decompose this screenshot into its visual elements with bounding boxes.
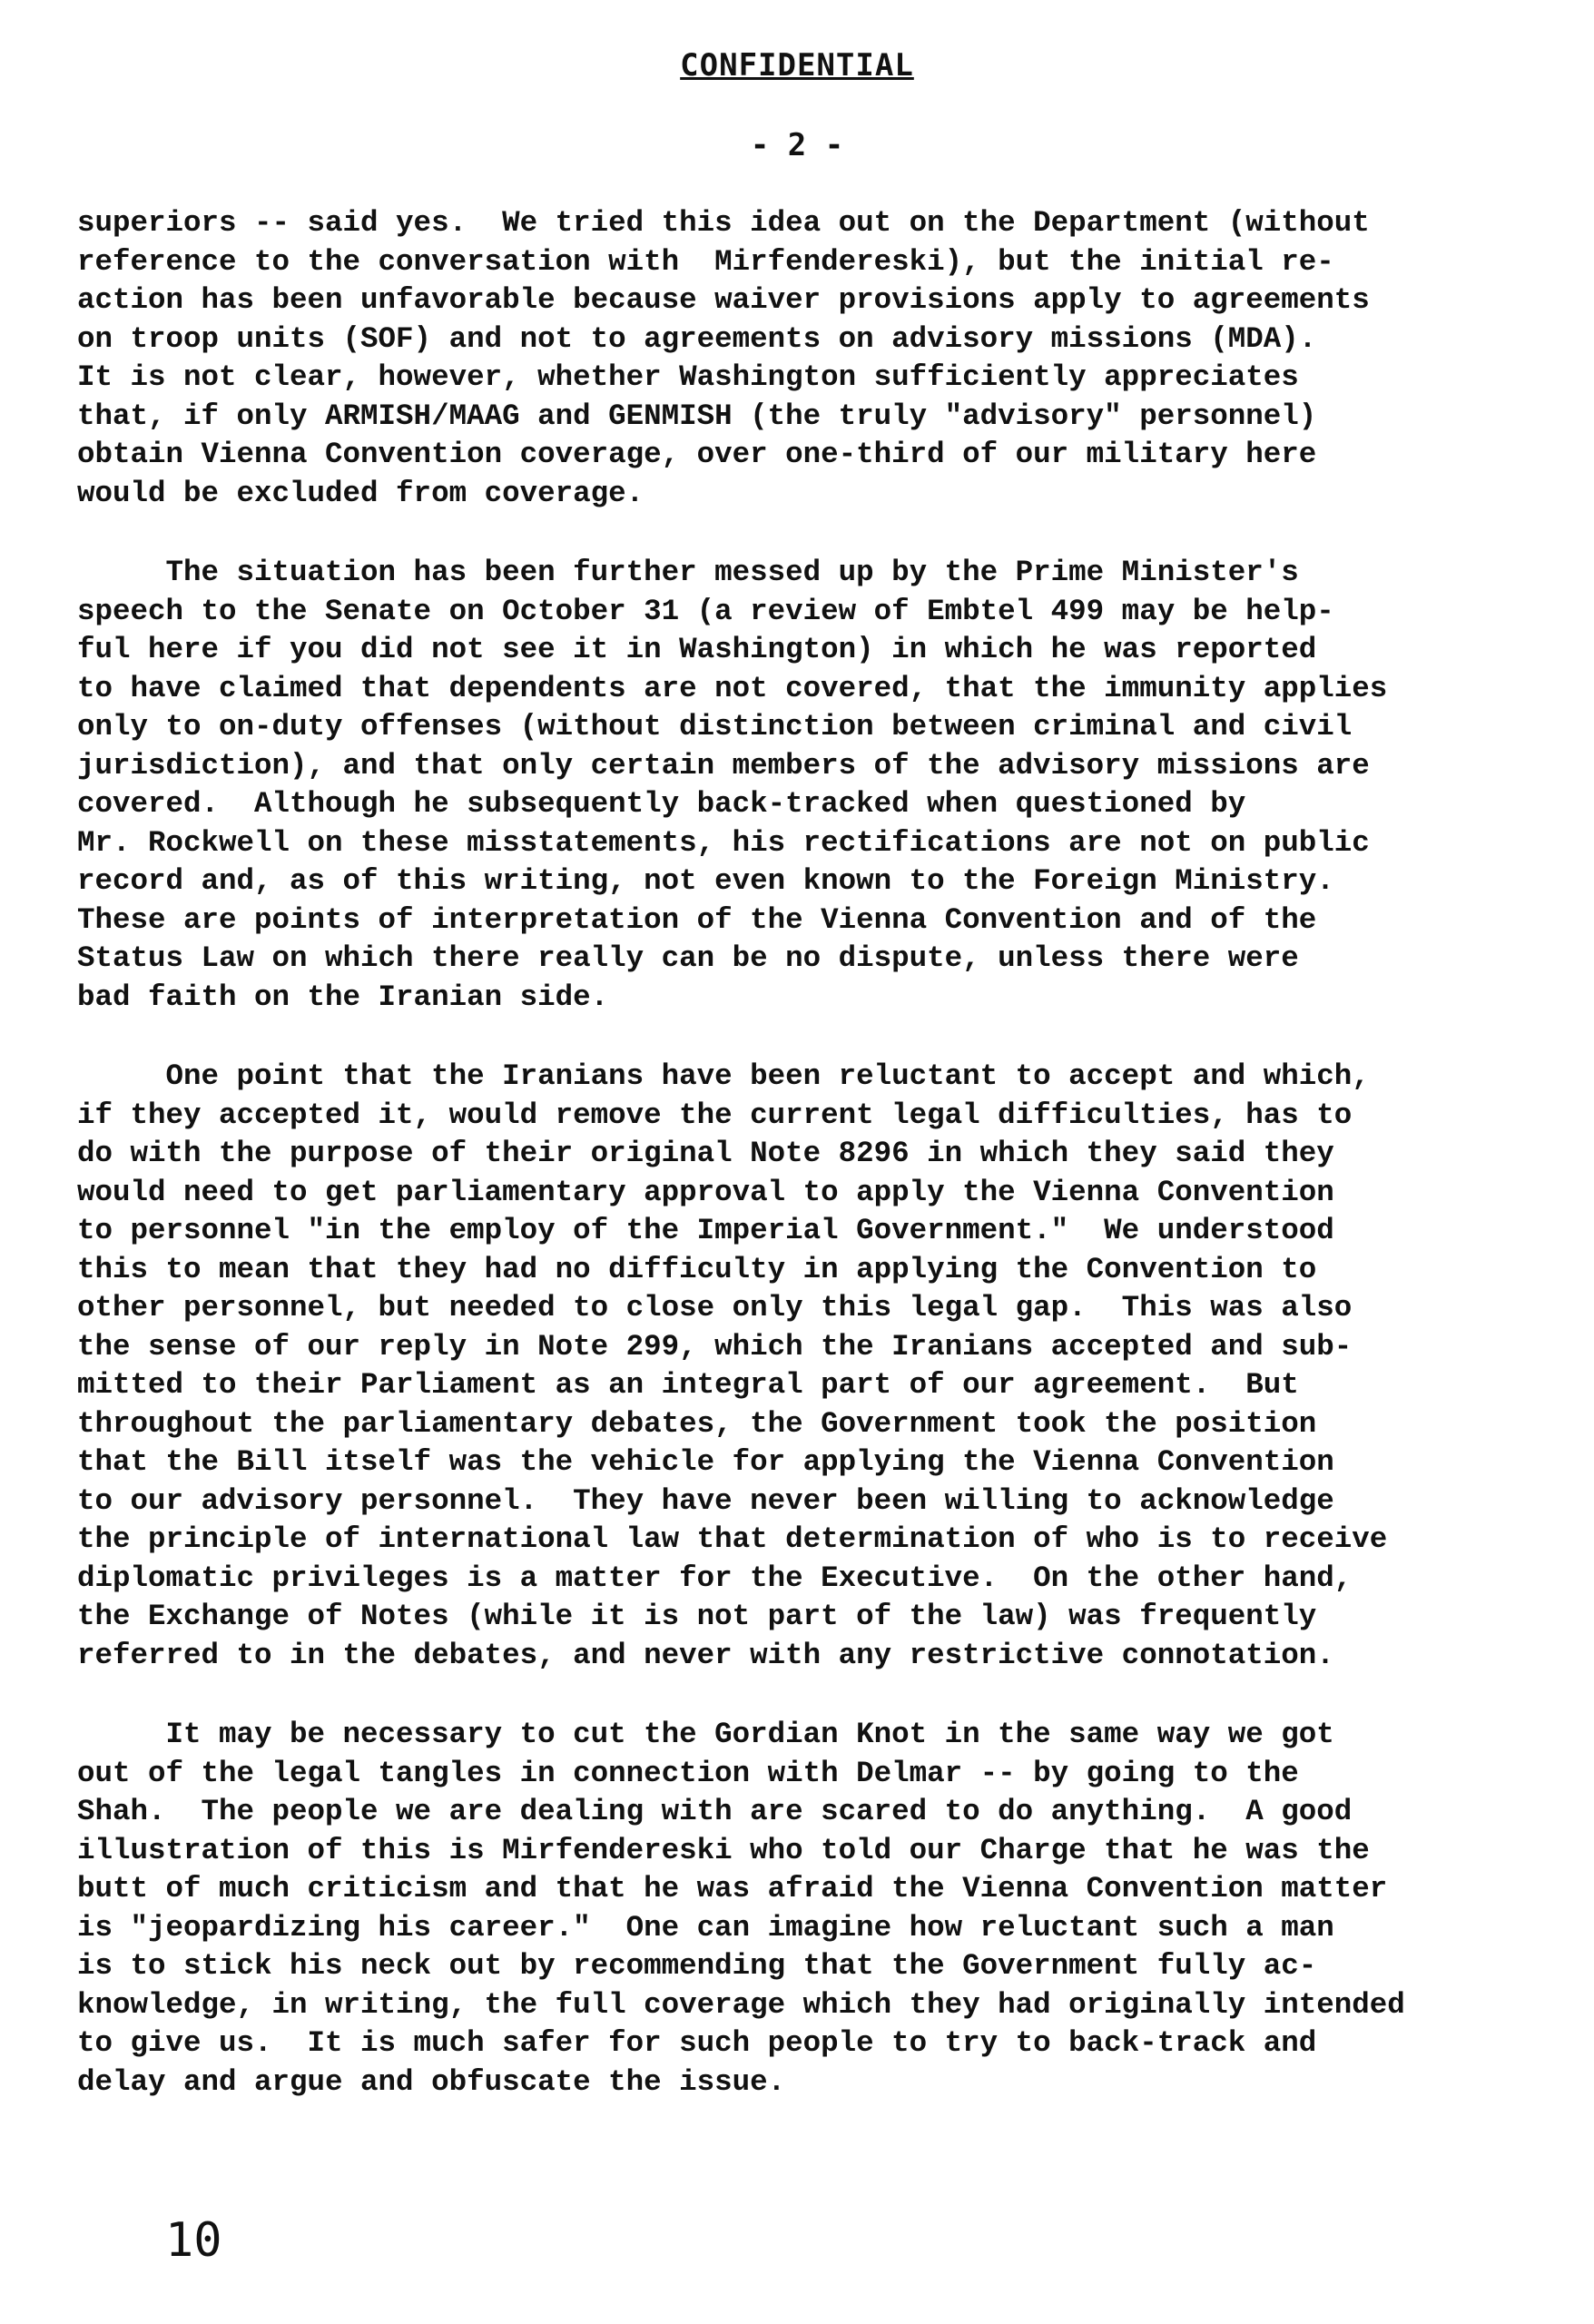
text-line: would be excluded from coverage. (77, 476, 644, 510)
text-line: other personnel, but needed to close only this legal gap. This was also (77, 1291, 1353, 1324)
text-line: mitted to their Parliament as an integral part of our agreement. But (77, 1368, 1299, 1402)
text-line: is to stick his neck out by recommending that the Government fully ac- (77, 1949, 1317, 1983)
paragraph-3 (77, 1058, 1566, 1675)
text-line: if they accepted it, would remove the current legal difficulties, has to (77, 1098, 1353, 1132)
text-line: this to mean that they had no difficulty in applying the Convention to (77, 1252, 1317, 1286)
text-line: diplomatic privileges is a matter for the Executive. On the other hand, (77, 1561, 1353, 1595)
text-line: obtain Vienna Convention coverage, over one-third of our military here (77, 438, 1317, 471)
text-line: superiors -- said yes. We tried this idea out on the Department (without (77, 206, 1370, 240)
document-body (77, 204, 1566, 2142)
text-line: the principle of international law that determination of who is to receive (77, 1522, 1388, 1556)
text-line: It is not clear, however, whether Washington sufficiently appreciates (77, 360, 1299, 394)
text-line: reference to the conversation with Mirfendereski), but the initial re- (77, 244, 1334, 279)
text-line: It may be necessary to cut the Gordian Knot in the same way we got (77, 1718, 1334, 1751)
text-line: that the Bill itself was the vehicle for applying the Vienna Convention (77, 1445, 1334, 1479)
paragraph-4 (77, 1716, 1566, 2102)
text-line: to have claimed that dependents are not covered, that the immunity applies (77, 671, 1388, 705)
text-line: Shah. The people we are dealing with are scared to do anything. A good (77, 1795, 1353, 1828)
text-line: The situation has been further messed up by the Prime Minister's (77, 556, 1299, 589)
page-number: - 2 - (750, 127, 844, 163)
text-line: knowledge, in writing, the full coverage which they had originally intended (77, 1987, 1405, 2022)
text-line: is "jeopardizing his career." One can imagine how reluctant such a man (77, 1910, 1334, 1945)
text-line: to personnel "in the employ of the Imperial Government." We understood (77, 1214, 1334, 1247)
text-line: do with the purpose of their original Note 8296 in which they said they (77, 1137, 1334, 1170)
text-line: only to on-duty offenses (without distinction between criminal and civil (77, 710, 1353, 743)
text-line: throughout the parliamentary debates, the Government took the position (77, 1406, 1317, 1441)
text-line: These are points of interpretation of the Vienna Convention and of the (77, 902, 1317, 937)
text-line: the sense of our reply in Note 299, which the Iranians accepted and sub- (77, 1329, 1353, 1364)
footer-page-number: 10 (165, 2213, 222, 2268)
text-line: Mr. Rockwell on these misstatements, his rectifications are not on public (77, 825, 1370, 860)
text-line: out of the legal tangles in connection with Delmar -- by going to the (77, 1756, 1299, 1790)
classification-header: CONFIDENTIAL (680, 47, 914, 84)
text-line: on troop units (SOF) and not to agreements on advisory missions (MDA). (77, 321, 1317, 356)
text-line: Status Law on which there really can be no dispute, unless there were (77, 941, 1299, 975)
text-line: bad faith on the Iranian side. (77, 980, 609, 1014)
text-line: action has been unfavorable because waiver provisions apply to agreements (77, 283, 1370, 317)
text-line: the Exchange of Notes (while it is not part of the law) was frequently (77, 1600, 1317, 1633)
paragraph-2 (77, 554, 1566, 1017)
text-line: delay and argue and obfuscate the issue. (77, 2064, 786, 2099)
text-line: referred to in the debates, and never with any restrictive connotation. (77, 1638, 1334, 1672)
text-line: would need to get parliamentary approval to apply the Vienna Convention (77, 1175, 1334, 1209)
text-line: jurisdiction), and that only certain members of the advisory missions are (77, 748, 1370, 783)
paragraph-1 (77, 204, 1566, 513)
text-line: to our advisory personnel. They have never been willing to acknowledge (77, 1483, 1334, 1518)
text-line: that, if only ARMISH/MAAG and GENMISH (the truly "advisory" personnel) (77, 399, 1317, 433)
text-line: illustration of this is Mirfendereski who told our Charge that he was the (77, 1833, 1370, 1867)
text-line: butt of much criticism and that he was afraid the Vienna Convention matter (77, 1872, 1388, 1905)
text-line: record and, as of this writing, not even known to the Foreign Ministry. (77, 864, 1334, 898)
text-line: One point that the Iranians have been reluctant to accept and which, (77, 1059, 1370, 1093)
text-line: covered. Although he subsequently back-tracked when questioned by (77, 787, 1246, 821)
text-line: ful here if you did not see it in Washington) in which he was reported (77, 633, 1317, 666)
text-line: speech to the Senate on October 31 (a review of Embtel 499 may be help- (77, 594, 1334, 628)
text-line: to give us. It is much safer for such people to try to back-track and (77, 2026, 1317, 2060)
